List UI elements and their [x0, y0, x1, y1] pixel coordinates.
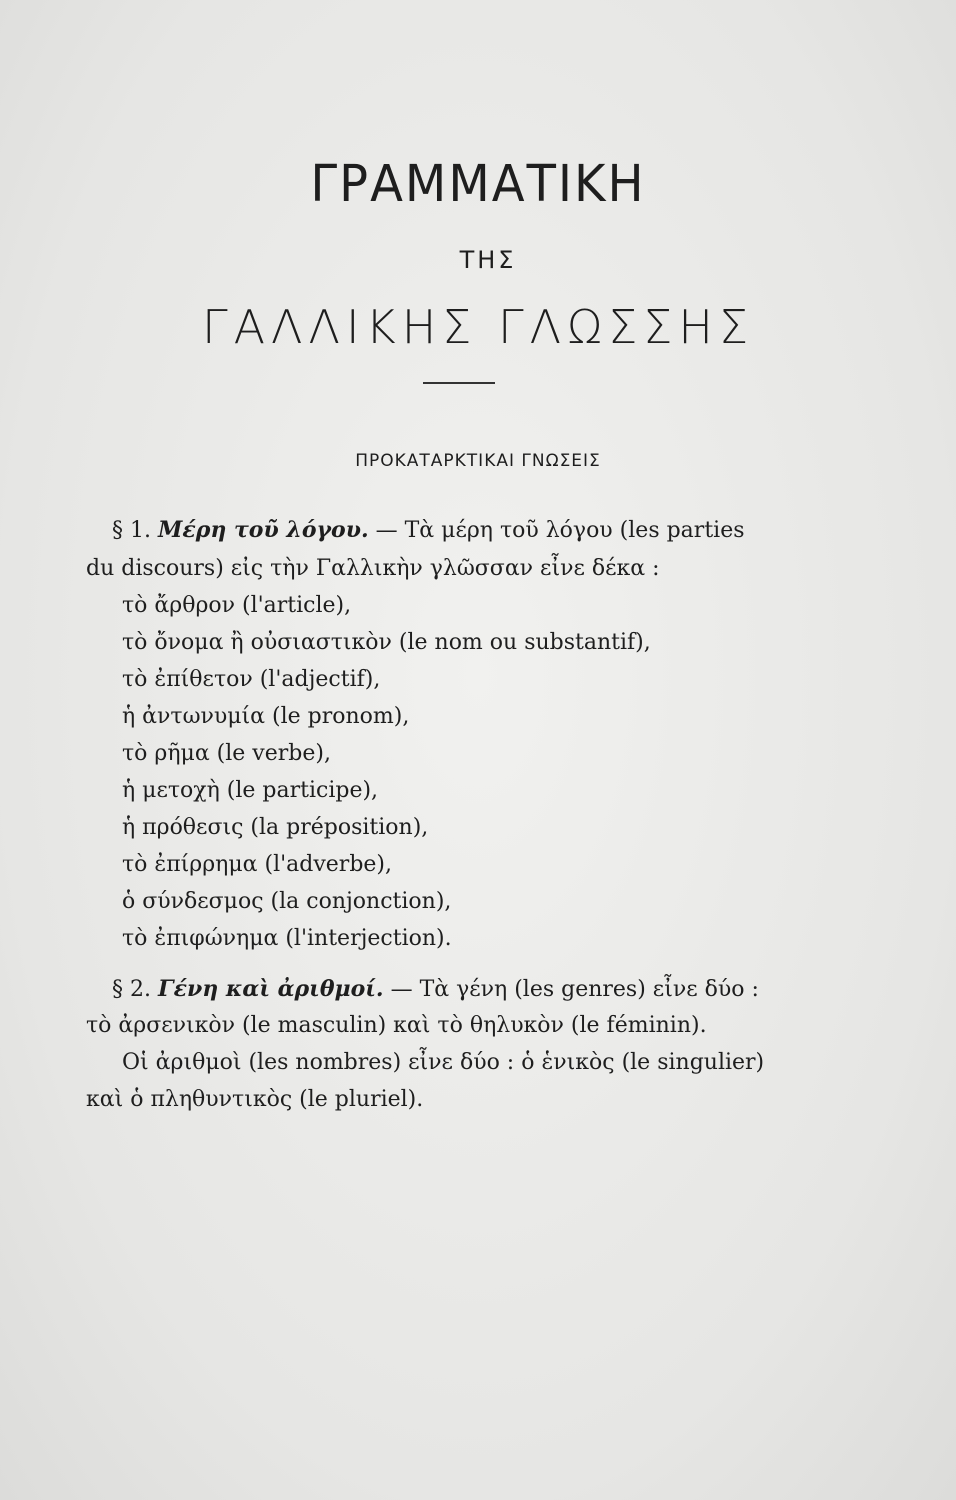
- section2-line3: Οἱ ἀριθμοὶ (les nombres) εἶνε δύο : ὁ ἑνικὸς (le singulier): [122, 1050, 765, 1075]
- list-item: ἡ πρόθεσις (la préposition),: [122, 815, 429, 840]
- list-item: τὸ ἐπιφώνημα (l'interjection).: [122, 926, 452, 951]
- section1-marker: § 1.: [112, 518, 151, 543]
- section2-heading-line: [112, 976, 759, 1002]
- section2-marker: § 2.: [112, 977, 151, 1002]
- list-item: τὸ ὄνομα ἢ οὐσιαστικὸν (le nom ou substantif),: [122, 630, 651, 655]
- book-title-line3: ΓΑΛΛΙΚΗΣ ΓΛΩΣΣΗΣ: [201, 300, 755, 354]
- list-item: ὁ σύνδεσμος (la conjonction),: [122, 889, 452, 914]
- list-item: τὸ ἄρθρον (l'article),: [122, 593, 352, 618]
- list-item: ἡ μετοχὴ (le participe),: [122, 778, 379, 803]
- section2-line2: τὸ ἀρσενικὸν (le masculin) καὶ τὸ θηλυκὸν (le féminin).: [86, 1013, 707, 1038]
- section1-heading: Μέρη τοῦ λόγου.: [157, 517, 369, 543]
- list-item: τὸ ρῆμα (le verbe),: [122, 741, 331, 766]
- title-divider: [423, 382, 495, 384]
- list-item: τὸ ἐπίθετον (l'adjectif),: [122, 667, 381, 692]
- section1-intro-b: du discours) εἰς τὴν Γαλλικὴν γλῶσσαν εἶνε δέκα :: [86, 556, 660, 581]
- section1-intro-a: — Τὰ μέρη τοῦ λόγου (les parties: [375, 518, 745, 543]
- list-item: ἡ ἀντωνυμία (le pronom),: [122, 704, 410, 729]
- list-item: τὸ ἐπίρρημα (l'adverbe),: [122, 852, 393, 877]
- section2-line1-rest: — Τὰ γένη (les genres) εἶνε δύο :: [390, 977, 759, 1002]
- book-title-line1: ΓΡΑΜΜΑΤΙΚΗ: [310, 154, 646, 214]
- book-title-line2: ΤΗΣ: [459, 246, 517, 274]
- section2-line4: καὶ ὁ πληθυντικὸς (le pluriel).: [86, 1087, 424, 1112]
- section1-heading-line: [112, 517, 745, 543]
- section-subtitle: ΠΡΟΚΑΤΑΡΚΤΙΚΑΙ ΓΝΩΣΕΙΣ: [355, 451, 601, 471]
- section2-heading: Γένη καὶ ἀριθμοί.: [157, 976, 384, 1002]
